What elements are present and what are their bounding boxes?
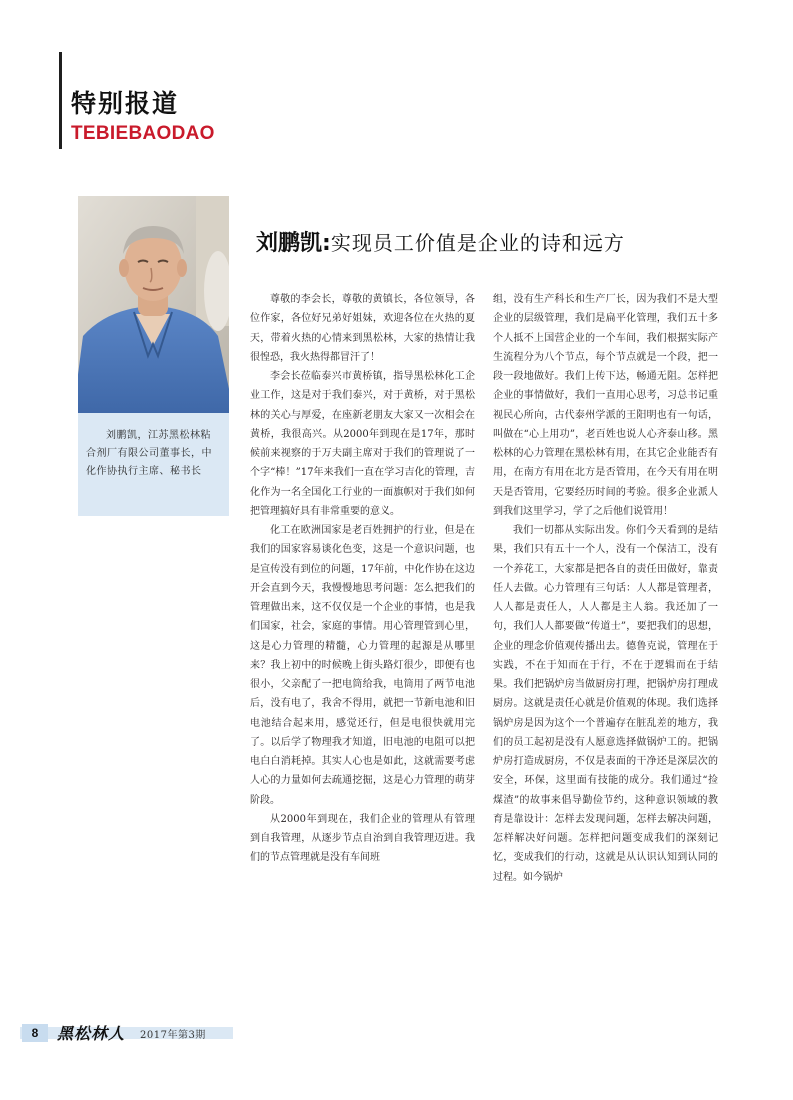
paragraph: 化工在欧洲国家是老百姓拥护的行业，但是在我们的国家容易谈化色变，这是一个意识问题，也是宣传没有到位的问题，17年前，中化作协在这边开会直到今天，我慢慢地思考问题：怎么把我们的管理做出来，这不仅仅是一个企业的事情，也是我们国家，社会，家庭的事情。用心管理管到心里，这是心力管理的精髓，心力管理的起源是从哪里来？我上初中的时候晚上街头路灯很少，即便有也很小，父亲配了一把电筒给我，电筒用了两节电池后，没有电了，我舍不得用，就把一节新电池和旧电池结合起来用，感觉还行，但是电很快就用完了。以后学了物理我才知道，旧电池的电阻可以把电白白消耗掉。其实人心也是如此，这就需要考虑人心的力量如何去疏通挖掘，这是心力管理的萌芽阶段。	[250, 525, 475, 806]
body-column-left	[250, 290, 475, 868]
article-title	[256, 228, 716, 260]
issue-label: 2017年第3期	[140, 1030, 206, 1041]
page-number: 8	[22, 1024, 48, 1042]
article-title-colon: :	[322, 231, 331, 256]
portrait-photo	[78, 196, 229, 413]
paragraph: 我们一切都从实际出发。你们今天看到的是结果，我们只有五十一个人，没有一个保洁工，没有一个养花工，大家都是把各自的责任田做好，靠责任人去做。心力管理有三句话：人人都是管理者，人人都是责任人，人人都是主人翁。我还加了一句，我们人人都要做“传道士”，要把我们的思想，企业的理念价值观传播出去。德鲁克说，管理在于实践，不在于知而在于行，不在于逻辑而在于结果。我们把锅炉房当做厨房打理，把锅炉房打理成厨房。这就是责任心就是价值观的体现。我们选择锅炉房是因为这个一个普遍存在脏乱差的地方，我们的员工起初是没有人愿意选择做锅炉工的。把锅炉房打造成厨房，不仅是表面的干净还是深层次的安全，环保，这里面有技能的成分。我们通过“捡煤渣”的故事来倡导勤俭节约，这种意识领域的教育是靠设计：怎样去发现问题，怎样去解决问题，怎样解决好问题。怎样把问题变成我们的深刻记忆，变成我们的行动，这就是从认识认知到认同的过程。如今锅炉	[493, 525, 718, 883]
paragraph: 组，没有生产科长和生产厂长，因为我们不是大型企业的层级管理，我们是扁平化管理，我们五十多个人抵不上国营企业的一个车间，我们根据实际产生流程分为八个节点，每个节点就是一个段，把一段一段地做好。我们上传下达，畅通无阻。怎样把企业的事情做好，我们一直用心思考，习总书记重视民心所向，古代泰州学派的王阳明也有一句话，叫做在“心上用功”，老百姓也说人心齐泰山移。黑松林的心力管理在黑松林有用，在其它企业能否有用，在南方有用在北方是否管用，在今天有用在明天是否管用，它要经历时间的考验。很多企业派人到我们这里学习，学了之后他们说管用！	[493, 294, 718, 517]
article-title-name: 刘鹏凯	[256, 231, 323, 256]
paragraph: 尊敬的李会长，尊敬的黄镇长，各位领导，各位作家，各位好兄弟好姐妹，欢迎各位在火热的夏天，带着火热的心情来到黑松林，大家的热情让我很惶恐，我火热得都冒汗了！	[250, 294, 475, 363]
paragraph: 从2000年到现在，我们企业的管理从有管理到自我管理，从逐步节点自治到自我管理迈进。我们的节点管理就是没有车间班	[250, 813, 475, 864]
paragraph: 李会长莅临泰兴市黄桥镇，指导黑松林化工企业工作，这是对于我们泰兴，对于黄桥，对于黑松林的关心与厚爱，在座新老朋友大家又一次相会在黄桥，我很高兴。从2000年到现在是17年，那时候前来视察的于万夫副主席对于我们的管理说了一个字“棒！”17年来我们一直在学习吉化的管理，吉化作为一名全国化工行业的一面旗帜对于我们如何把管理搞好具有非常重要的意义。	[250, 371, 475, 517]
magazine-logo: 黑松林人	[57, 1024, 126, 1043]
section-title-cn: 特别报道	[71, 89, 180, 118]
author-caption	[78, 413, 229, 516]
body-column-right	[493, 290, 718, 887]
portrait-illustration	[78, 196, 229, 413]
author-caption-text: 刘鹏凯，江苏黑松林粘合剂厂有限公司董事长，中化作协执行主席、秘书长	[86, 430, 212, 477]
article-title-main: 实现员工价值是企业的诗和远方	[330, 231, 625, 255]
section-title-en: TEBIEBAODAO	[71, 123, 215, 144]
section-accent-bar	[59, 52, 62, 149]
